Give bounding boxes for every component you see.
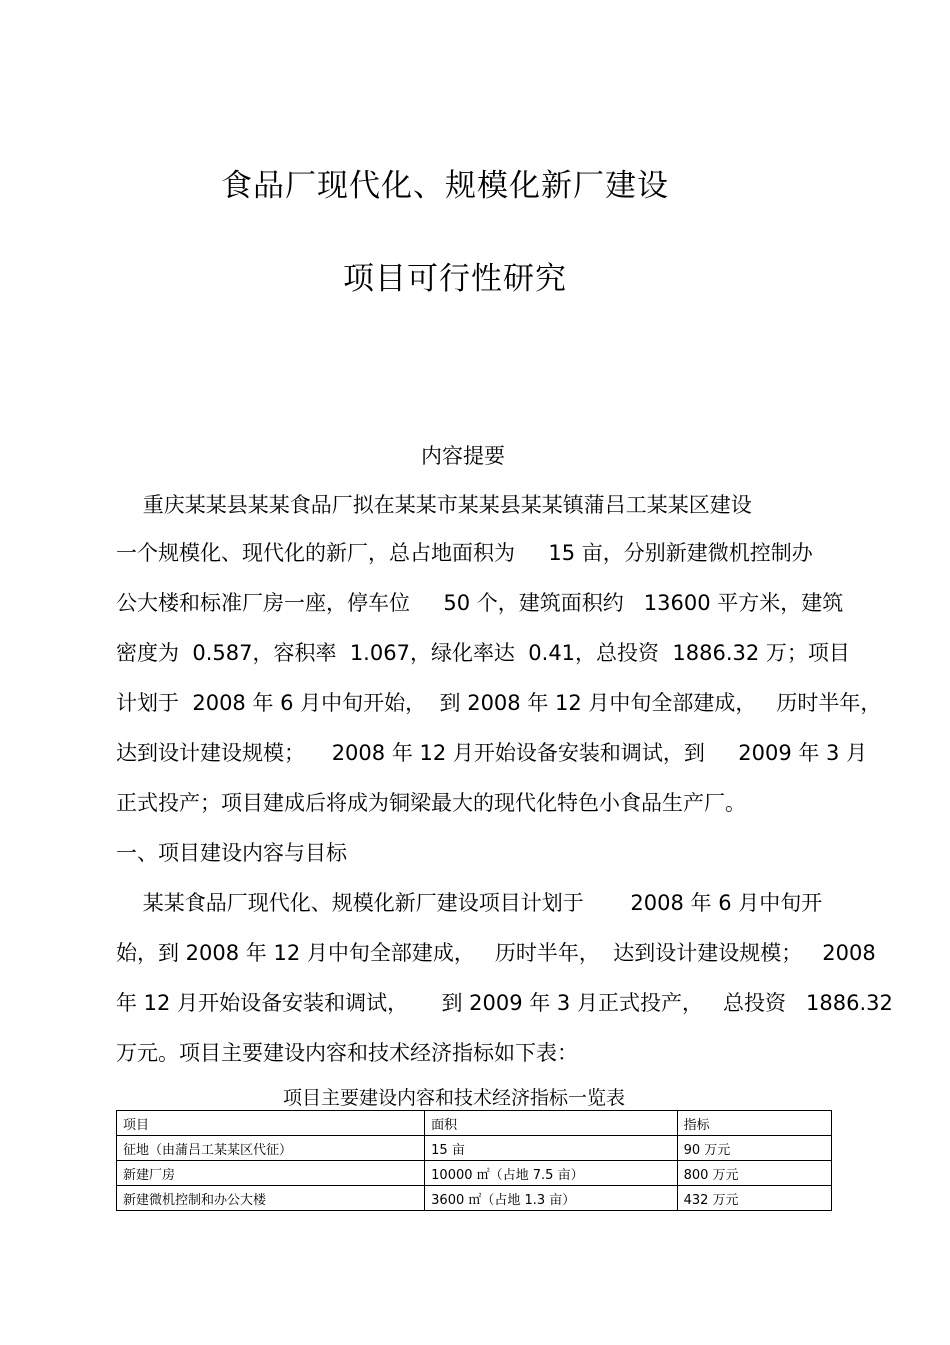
table-cell: 432 万元: [677, 1186, 831, 1211]
document-title-line-2: 项目可行性研究: [343, 261, 567, 297]
table-caption: 项目主要建设内容和技术经济指标一览表: [282, 1087, 625, 1109]
table-cell: 10000 ㎡（占地 7.5 亩）: [425, 1161, 677, 1186]
summary-heading: 内容提要: [421, 444, 505, 468]
section-line: 始，到 2008 年 12 月中旬全部建成， 历时半年， 达到设计建设规模； 2008: [116, 941, 876, 965]
section-line: 万元。项目主要建设内容和技术经济指标如下表：: [116, 1041, 578, 1065]
table-row: [117, 1161, 832, 1186]
table-header-cell: 项目: [117, 1111, 425, 1136]
section-heading: 一、项目建设内容与目标: [116, 841, 347, 865]
table-header-row: [117, 1111, 832, 1136]
section-line: 某某食品厂现代化、规模化新厂建设项目计划于 2008 年 6 月中旬开: [116, 891, 823, 915]
table-cell: 90 万元: [677, 1136, 831, 1161]
table-cell: 新建微机控制和办公大楼: [117, 1186, 425, 1211]
summary-line: 一个规模化、现代化的新厂，总占地面积为 15 亩，分别新建微机控制办: [116, 541, 813, 565]
section-line: 年 12 月开始设备安装和调试， 到 2009 年 3 月正式投产， 总投资 1886.32: [116, 991, 893, 1015]
summary-line: 重庆某某县某某食品厂拟在某某市某某县某某镇蒲吕工某某区建设: [116, 493, 752, 517]
summary-line: 达到设计建设规模； 2008 年 12 月开始设备安装和调试，到 2009 年 3 月: [116, 741, 868, 765]
summary-line: 正式投产；项目建成后将成为铜梁最大的现代化特色小食品生产厂。: [116, 791, 746, 815]
table-row: [117, 1136, 832, 1161]
table-cell: 3600 ㎡（占地 1.3 亩）: [425, 1186, 677, 1211]
table-cell: 800 万元: [677, 1161, 831, 1186]
table-row: [117, 1186, 832, 1211]
summary-line: 公大楼和标准厂房一座，停车位 50 个，建筑面积约 13600 平方米，建筑: [116, 591, 844, 615]
table-cell: 新建厂房: [117, 1161, 425, 1186]
table-header-cell: 面积: [425, 1111, 677, 1136]
table-cell: 征地（由蒲吕工某某区代征）: [117, 1136, 425, 1161]
table-cell: 15 亩: [425, 1136, 677, 1161]
table-header-cell: 指标: [677, 1111, 831, 1136]
document-title-line-1: 食品厂现代化、规模化新厂建设: [221, 168, 669, 204]
indicator-table: [116, 1110, 832, 1211]
summary-line: 计划于 2008 年 6 月中旬开始， 到 2008 年 12 月中旬全部建成， 历时半年，: [116, 691, 882, 715]
summary-line: 密度为 0.587，容积率 1.067，绿化率达 0.41，总投资 1886.32 万；项目: [116, 641, 850, 665]
